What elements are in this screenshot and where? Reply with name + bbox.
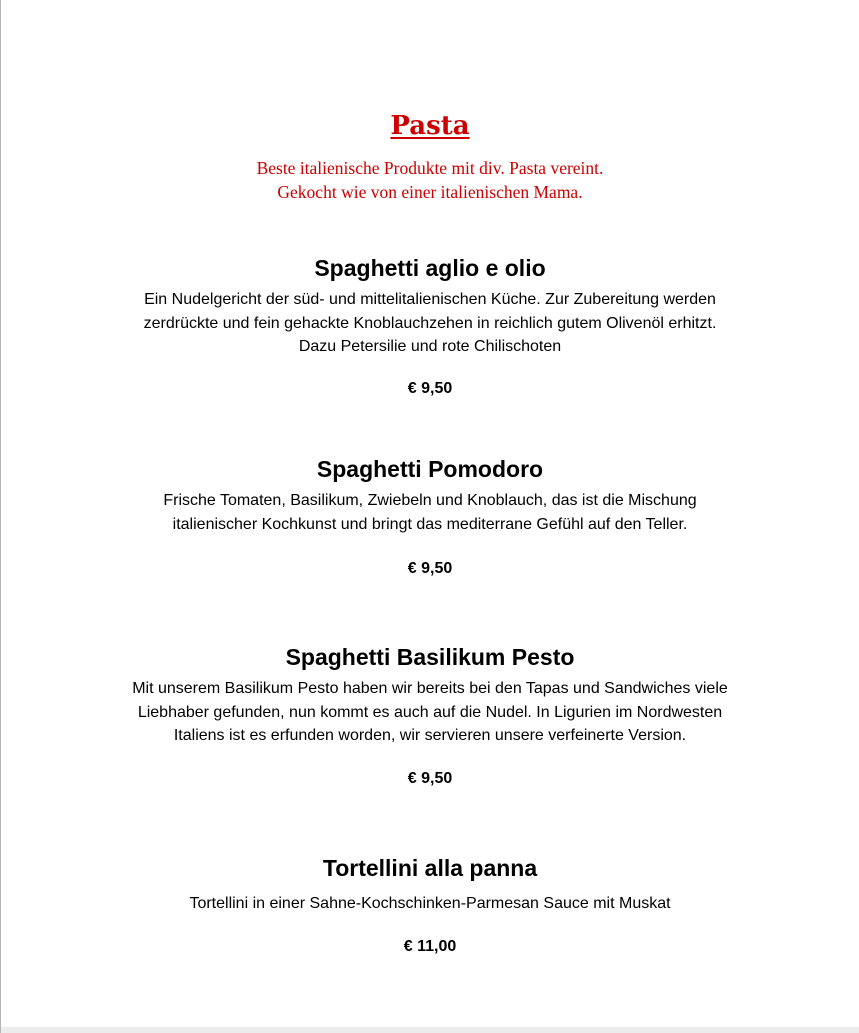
dish-name: Spaghetti Basilikum Pesto — [285, 644, 575, 670]
dish-description — [1, 489, 859, 536]
dish-description-line: italienischer Kochkunst und bringt das mediterrane Gefühl auf den Teller. — [172, 515, 688, 533]
dish-description-line: Dazu Petersilie und rote Chilischoten — [298, 338, 562, 355]
dish-description — [1, 288, 859, 359]
dish-price: € 9,50 — [407, 560, 453, 577]
dish-price: € 11,00 — [403, 937, 457, 955]
dish-description-line: Frische Tomaten, Basilikum, Zwiebeln und Knoblauch, das ist die Mischung — [163, 492, 697, 509]
dish-description-line: Tortellini in einer Sahne-Kochschinken-Parmesan Sauce mit Muskat — [189, 895, 671, 912]
dish-name: Spaghetti Pomodoro — [316, 456, 544, 482]
menu-item-basilikum-pesto — [1, 642, 859, 789]
section-title: Pasta — [390, 111, 470, 141]
section-intro-line: Beste italienische Produkte mit div. Pasta vereint. — [256, 158, 604, 178]
dish-description-line: Italiens ist es erfunden worden, wir servieren unsere verfeinerte Version. — [173, 727, 687, 744]
dish-description-line: Mit unserem Basilikum Pesto haben wir bereits bei den Tapas und Sandwiches viele — [132, 680, 728, 697]
menu-item-tortellini — [1, 853, 859, 957]
dish-price: € 9,50 — [407, 769, 453, 787]
dish-description-line: Liebhaber gefunden, nun kommt es auch auf die Nudel. In Ligurien im Nordwesten — [137, 703, 723, 721]
dish-description-line: Ein Nudelgericht der süd- und mittelitalienischen Küche. Zur Zubereitung werden — [144, 291, 716, 308]
page-bottom-edge — [1, 1027, 859, 1033]
section-intro — [1, 156, 859, 204]
dish-name: Spaghetti aglio e olio — [314, 255, 546, 281]
dish-description-line: zerdrückte und fein gehackte Knoblauchzehen in reichlich gutem Olivenöl erhitzt. — [143, 314, 717, 332]
dish-price: € 9,50 — [407, 379, 453, 397]
menu-item-pomodoro — [1, 454, 859, 579]
dish-description — [1, 677, 859, 748]
menu-item-aglio-e-olio — [1, 253, 859, 399]
menu-page — [1, 0, 859, 1033]
section-intro-line: Gekocht wie von einer italienischen Mama. — [277, 182, 583, 202]
dish-name: Tortellini alla panna — [322, 855, 538, 881]
dish-description — [1, 892, 859, 916]
